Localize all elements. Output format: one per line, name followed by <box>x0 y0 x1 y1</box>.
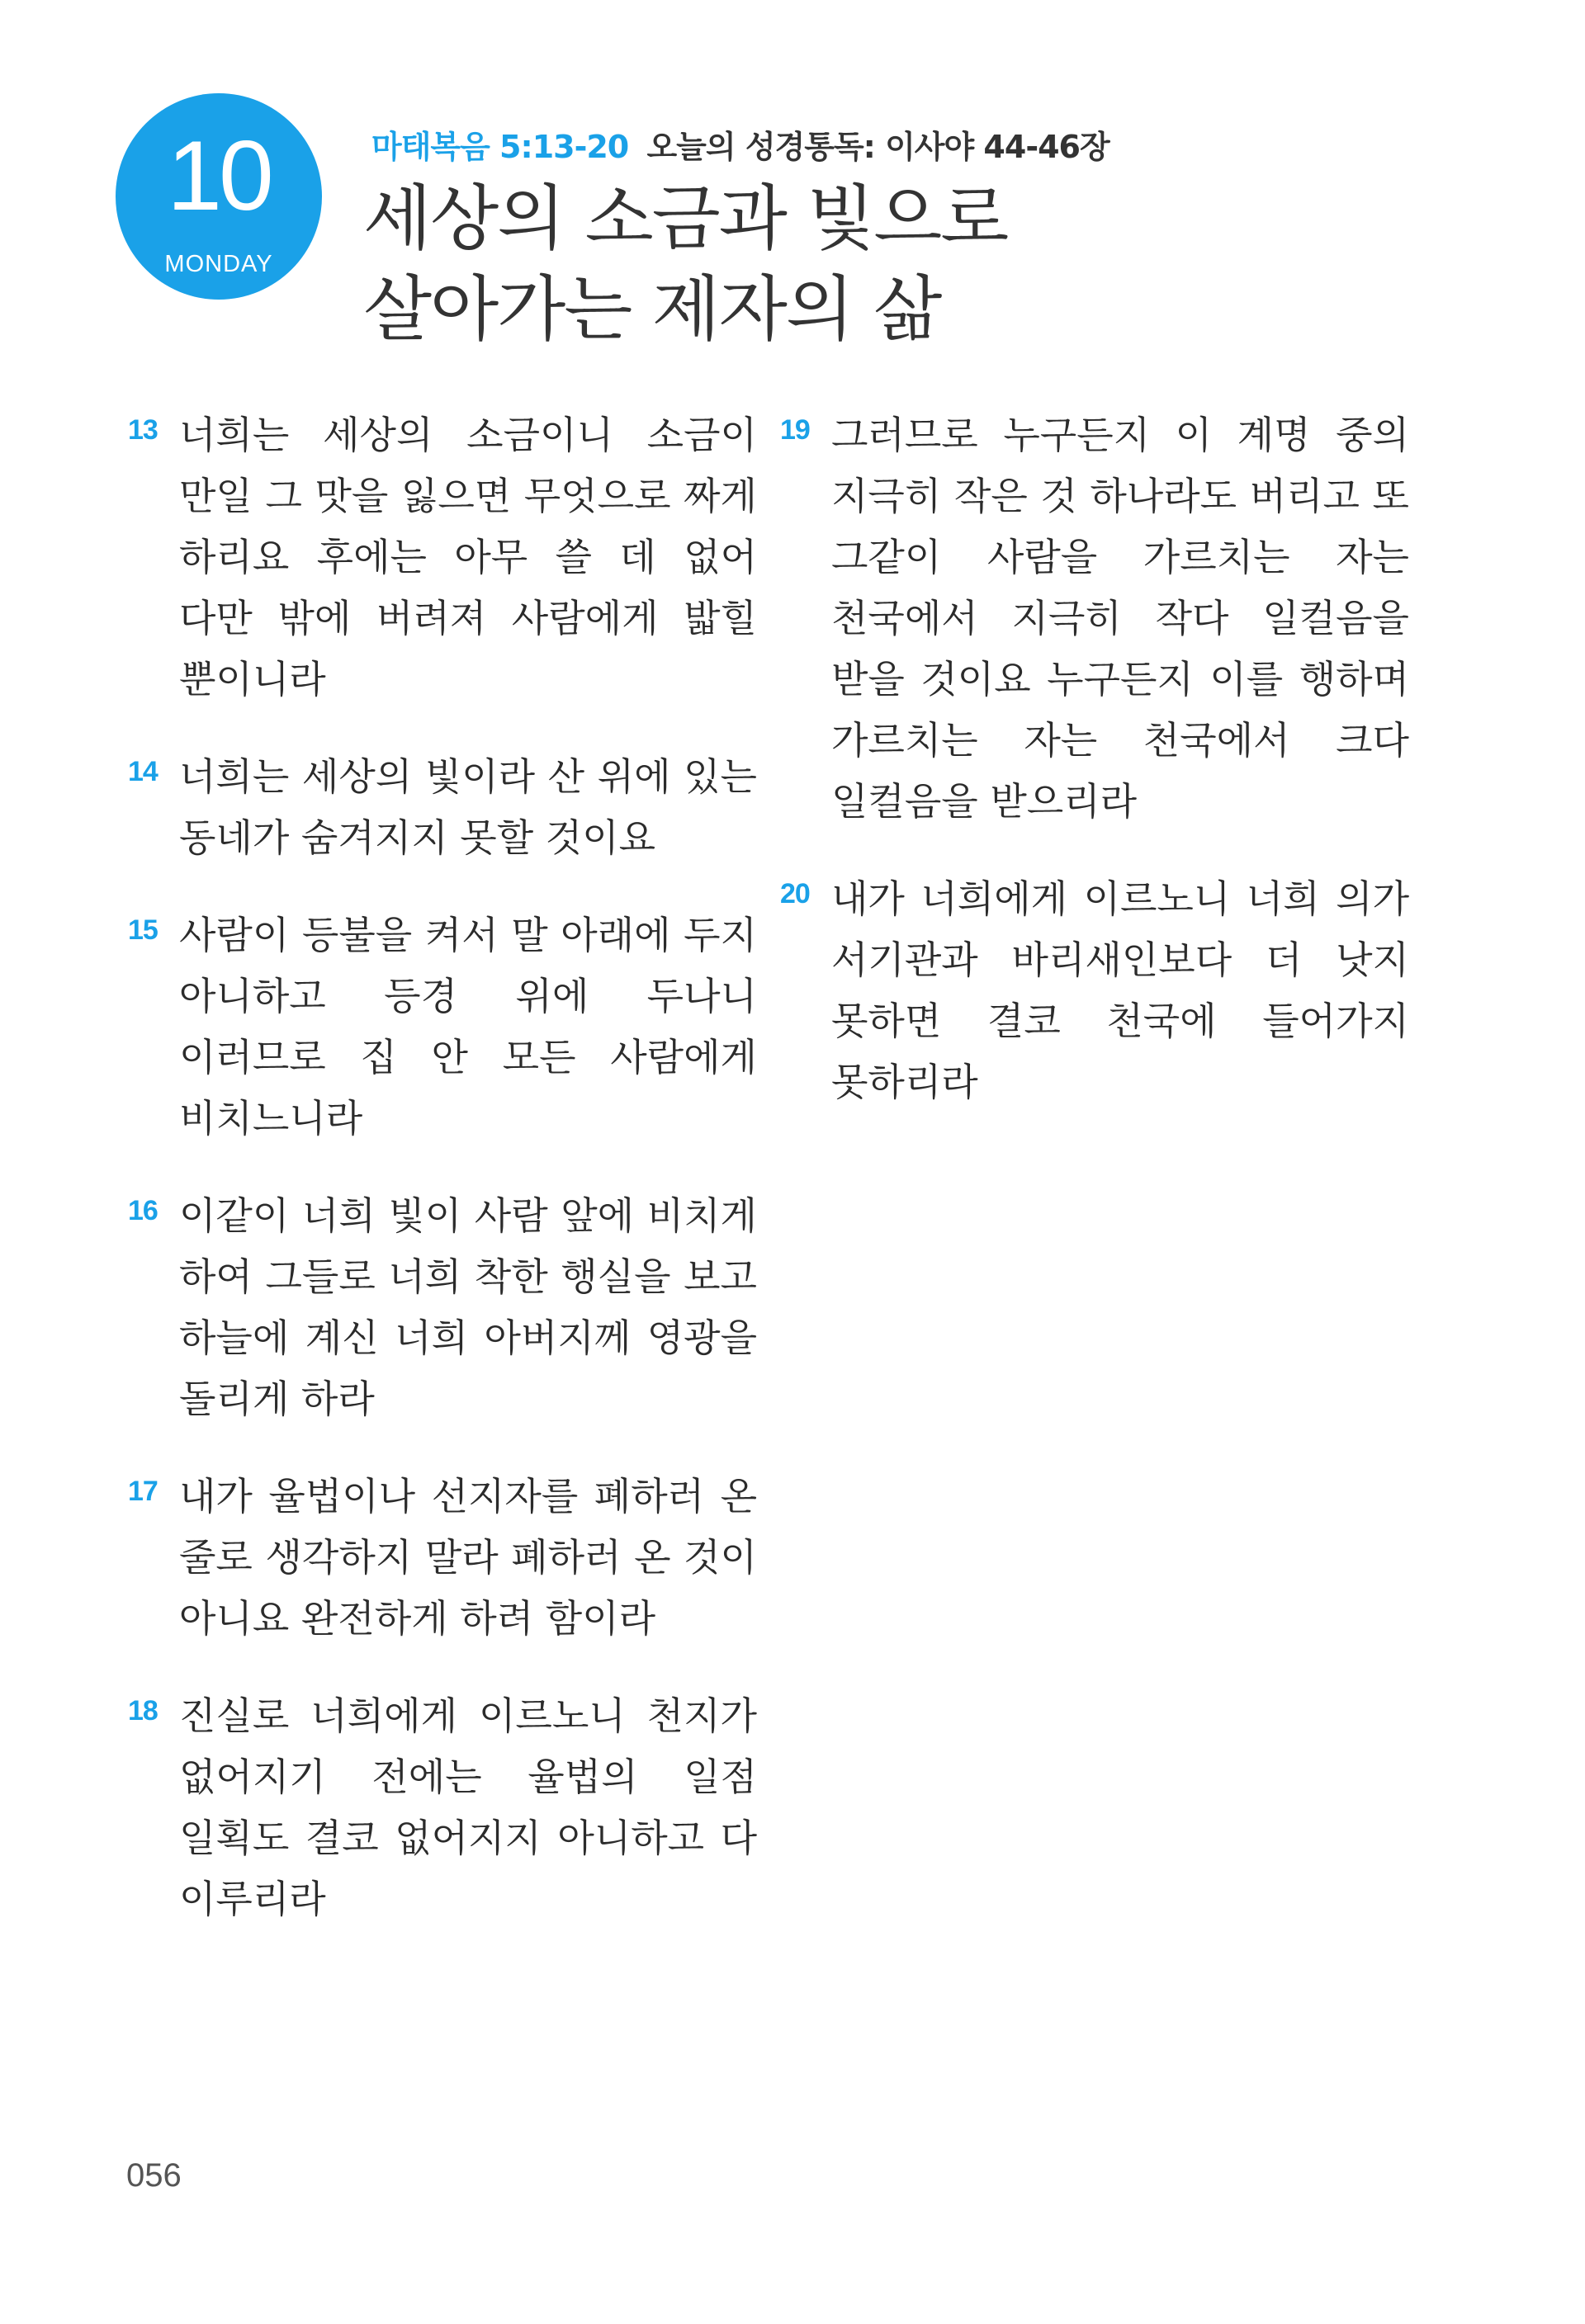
verse-text: 내가 너희에게 이르노니 너희 의가 서기관과 바리새인보다 더 낫지 못하면 결코 천국에 들어가지 못하리라 <box>831 876 1409 1104</box>
verse-number: 16 <box>128 1195 158 1226</box>
verse-text: 너희는 세상의 소금이니 소금이 만일 그 맛을 잃으면 무엇으로 짜게 하리요 후에는 아무 쓸 데 없어 다만 밖에 버려져 사람에게 밟힐 뿐이니라 <box>179 413 757 701</box>
verse-17 <box>128 1466 755 1649</box>
verse-number: 19 <box>780 414 810 446</box>
date-badge <box>116 93 322 300</box>
title-line-2: 살아가는 제자의 삶 <box>363 268 941 351</box>
page-number: 056 <box>126 2157 182 2194</box>
verse-14 <box>128 746 755 868</box>
verse-text: 사람이 등불을 켜서 말 아래에 두지 아니하고 등경 위에 두나니 이러므로 집 안 모든 사람에게 비치느니라 <box>179 913 757 1141</box>
verse-number: 18 <box>128 1695 158 1726</box>
verse-13 <box>128 404 755 710</box>
verse-column-right <box>780 404 1408 1149</box>
verse-number: 15 <box>128 914 158 946</box>
scripture-reference <box>371 127 1110 167</box>
verse-number: 17 <box>128 1476 158 1507</box>
verse-number: 13 <box>128 414 158 446</box>
verse-number: 14 <box>128 756 158 787</box>
verse-20 <box>780 868 1408 1112</box>
verse-text: 그러므로 누구든지 이 계명 중의 지극히 작은 것 하나라도 버리고 또 그같이 사람을 가르치는 자는 천국에서 지극히 작다 일컬음을 받을 것이요 누구든지 이를 행하며 가르치는 자는 천국에서 크다 일컬음을 받으리라 <box>831 413 1409 824</box>
verse-number: 20 <box>780 878 810 909</box>
title-line-1: 세상의 소금과 빛으로 <box>363 177 1008 260</box>
daily-reading: 오늘의 성경통독: 이사야 44-46장 <box>646 129 1110 165</box>
page-title <box>363 173 1007 355</box>
verse-text: 내가 율법이나 선지자를 폐하러 온 줄로 생각하지 말라 폐하러 온 것이 아니요 완전하게 하려 함이라 <box>179 1474 757 1641</box>
verse-column-left <box>128 404 755 1966</box>
verse-15 <box>128 905 755 1149</box>
verse-text: 이같이 너희 빛이 사람 앞에 비치게 하여 그들로 너희 착한 행실을 보고 하늘에 계신 너희 아버지께 영광을 돌리게 하라 <box>179 1193 757 1421</box>
verse-text: 진실로 너희에게 이르노니 천지가 없어지기 전에는 율법의 일점 일획도 결코 없어지지 아니하고 다 이루리라 <box>179 1693 757 1921</box>
date-number: 10 <box>167 120 271 231</box>
date-weekday: MONDAY <box>164 251 273 277</box>
verse-16 <box>128 1185 755 1429</box>
verse-18 <box>128 1685 755 1930</box>
verse-19 <box>780 404 1408 832</box>
passage-reference: 마태복음 5:13-20 <box>371 129 629 165</box>
verse-text: 너희는 세상의 빛이라 산 위에 있는 동네가 숨겨지지 못할 것이요 <box>179 754 757 860</box>
